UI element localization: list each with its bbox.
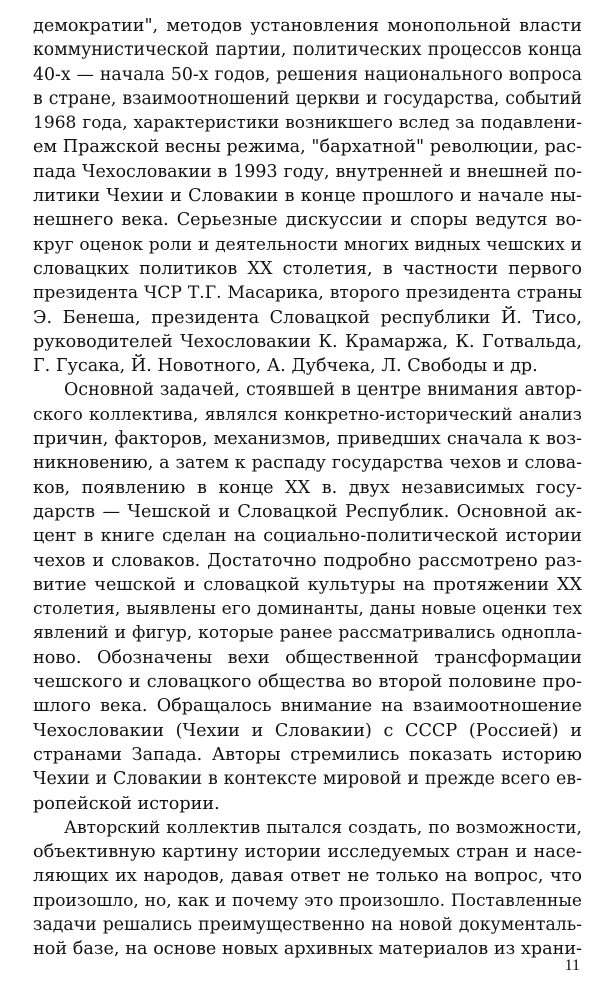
text-line: словацких политиков XX столетия, в частности первого xyxy=(33,258,582,279)
text-line: 1968 года, характеристики возникшего вслед за подавлени- xyxy=(33,113,582,134)
text-line: витие чешской и словацкой культуры на протяжении XX xyxy=(33,574,582,595)
paragraph xyxy=(33,14,582,378)
text-line: столетия, выявлены его доминанты, даны новые оценки тех xyxy=(33,599,582,620)
text-line: круг оценок роли и деятельности многих видных чешских и xyxy=(33,234,582,255)
text-line: объективную картину истории исследуемых стран и насе- xyxy=(33,842,582,863)
text-line: задачи решались преимущественно на новой документаль- xyxy=(33,914,582,935)
text-line: 40-х — начала 50-х годов, решения национального вопроса xyxy=(33,64,582,85)
text-line: ем Пражской весны режима, "бархатной" революции, рас- xyxy=(33,137,582,158)
text-line: Авторский коллектив пытался создать, по возможности, xyxy=(64,817,582,838)
text-line: демократии", методов установления монопольной власти xyxy=(33,16,582,36)
text-line: чешского и словацкого общества во второй половине про- xyxy=(33,672,582,693)
text-line: дарств — Чешской и Словацкой Республик. Основной ак- xyxy=(33,501,582,522)
paragraph xyxy=(33,816,582,962)
text-line: Чехословакии (Чехии и Словакии) с СССР (Россией) и xyxy=(33,720,582,741)
text-line: руководителей Чехословакии К. Крамаржа, К. Готвальда, xyxy=(33,331,582,352)
text-line: причин, факторов, механизмов, приведших сначала к воз- xyxy=(33,429,582,450)
text-line: произошло, но, как и почему это произошло. Поставленные xyxy=(33,890,582,911)
text-line: ляющих их народов, давая ответ не только на вопрос, что xyxy=(33,866,582,887)
text-line: пада Чехословакии в 1993 году, внутренней и внешней по- xyxy=(33,161,582,182)
text-line: никновению, а затем к распаду государства чехов и слова- xyxy=(33,453,582,474)
text-line: ропейской истории. xyxy=(33,793,220,814)
text-line: чехов и словаков. Достаточно подробно рассмотрено раз- xyxy=(33,550,582,571)
text-line: президента ЧСР Т.Г. Масарика, второго президента страны xyxy=(33,283,582,304)
body-text xyxy=(33,14,582,962)
text-line: Чехии и Словакии в контексте мировой и прежде всего ев- xyxy=(33,769,582,790)
text-line: шлого века. Обращалось внимание на взаимоотношение xyxy=(33,696,582,717)
text-line: Основной задачей, стоявшей в центре внимания автор- xyxy=(64,380,582,401)
paragraph xyxy=(33,378,582,815)
text-line: странами Запада. Авторы стремились показать историю xyxy=(33,744,582,765)
text-line: Г. Гусака, Й. Новотного, А. Дубчека, Л. Свободы и др. xyxy=(33,356,538,377)
text-line: литики Чехии и Словакии в конце прошлого и начале ны- xyxy=(33,186,582,207)
page-number: 11 xyxy=(564,957,580,974)
text-line: ново. Обозначены вехи общественной трансформации xyxy=(33,647,582,668)
text-line: коммунистической партии, политических процессов конца xyxy=(33,40,582,61)
text-line: ной базе, на основе новых архивных материалов из храни- xyxy=(33,939,582,960)
text-line: явлений и фигур, которые ранее рассматривались одноплa- xyxy=(33,623,582,644)
text-line: нешнего века. Серьезные дискуссии и споры ведутся во- xyxy=(33,210,582,231)
text-line: в стране, взаимоотношений церкви и государства, событий xyxy=(33,88,582,109)
text-line: цент в книге сделан на социально-политической истории xyxy=(33,526,582,547)
text-line: Э. Бенеша, президента Словацкой республики Й. Тисо, xyxy=(33,307,582,328)
text-line: ков, появлению в конце XX в. двух независимых госу- xyxy=(33,477,582,498)
text-line: ского коллектива, являлся конкретно-исторический анализ xyxy=(33,404,582,425)
